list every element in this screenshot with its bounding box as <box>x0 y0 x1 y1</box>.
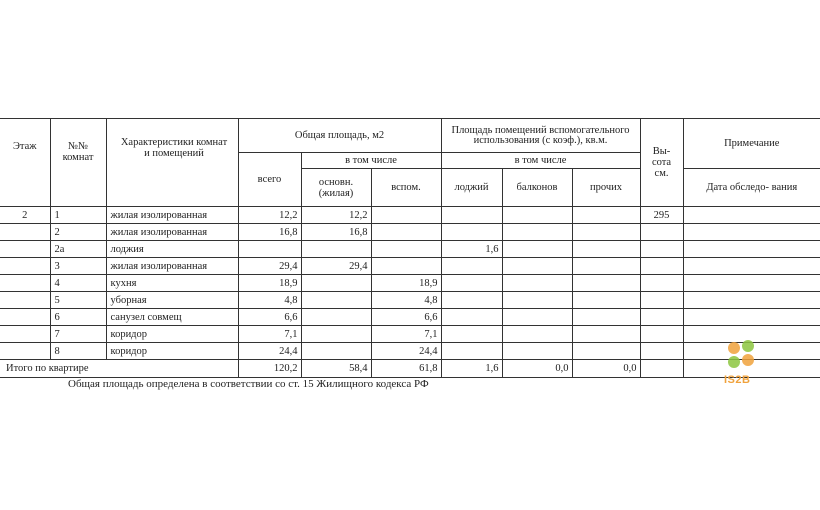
row-total <box>238 241 301 258</box>
row-balcony <box>502 275 572 292</box>
table-row <box>0 207 820 224</box>
row-total: 16,8 <box>238 224 301 241</box>
row-balcony <box>502 224 572 241</box>
row-name: уборная <box>106 292 238 309</box>
footnote: Общая площадь определена в соответствии со ст. 15 Жилищного кодекса РФ <box>68 378 429 390</box>
row-balcony <box>502 207 572 224</box>
table-row <box>0 309 820 326</box>
row-other <box>572 292 640 309</box>
row-main <box>301 275 371 292</box>
row-name: лоджия <box>106 241 238 258</box>
header-note: Примечание <box>683 119 820 169</box>
row-height <box>640 224 683 241</box>
row-name: жилая изолированная <box>106 224 238 241</box>
row-total: 24,4 <box>238 343 301 360</box>
row-balcony <box>502 343 572 360</box>
row-aux <box>371 258 441 275</box>
area-table <box>0 118 820 378</box>
row-height <box>640 292 683 309</box>
row-floor <box>0 275 50 292</box>
row-note <box>683 258 820 275</box>
row-balcony <box>502 326 572 343</box>
totals-balcony: 0,0 <box>502 360 572 378</box>
row-other <box>572 258 640 275</box>
row-other <box>572 207 640 224</box>
row-name: коридор <box>106 343 238 360</box>
header-floor: Этаж <box>0 119 50 207</box>
header-room-no: №№ комнат <box>50 119 106 207</box>
row-floor: 2 <box>0 207 50 224</box>
table-row <box>0 258 820 275</box>
row-room: 5 <box>50 292 106 309</box>
row-floor <box>0 224 50 241</box>
header-incl: в том числе <box>301 153 441 169</box>
totals-row <box>0 360 820 378</box>
row-name: кухня <box>106 275 238 292</box>
row-balcony <box>502 258 572 275</box>
row-floor <box>0 343 50 360</box>
totals-loggia: 1,6 <box>441 360 502 378</box>
header-aux-area: Площадь помещений вспомогательного использования (с коэф.), кв.м. <box>441 119 640 153</box>
row-loggia <box>441 326 502 343</box>
row-aux <box>371 241 441 258</box>
row-room: 2 <box>50 224 106 241</box>
row-main <box>301 309 371 326</box>
row-loggia: 1,6 <box>441 241 502 258</box>
header-characteristics: Характеристики комнат и помещений <box>106 119 238 207</box>
row-main <box>301 241 371 258</box>
row-other <box>572 309 640 326</box>
totals-label: Итого по квартире <box>0 360 238 378</box>
table-row <box>0 224 820 241</box>
row-loggia <box>441 309 502 326</box>
row-aux: 24,4 <box>371 343 441 360</box>
header-others: прочих <box>572 169 640 207</box>
row-height <box>640 258 683 275</box>
row-total: 29,4 <box>238 258 301 275</box>
row-name: жилая изолированная <box>106 258 238 275</box>
row-main <box>301 326 371 343</box>
table-row <box>0 275 820 292</box>
row-height: 295 <box>640 207 683 224</box>
row-total: 12,2 <box>238 207 301 224</box>
row-floor <box>0 292 50 309</box>
row-note <box>683 292 820 309</box>
row-loggia <box>441 343 502 360</box>
row-other <box>572 224 640 241</box>
row-note <box>683 207 820 224</box>
row-balcony <box>502 309 572 326</box>
row-room: 1 <box>50 207 106 224</box>
header-inspection-date: Дата обследо- вания <box>683 169 820 207</box>
row-note <box>683 224 820 241</box>
totals-other: 0,0 <box>572 360 640 378</box>
totals-total: 120,2 <box>238 360 301 378</box>
row-aux <box>371 224 441 241</box>
row-loggia <box>441 207 502 224</box>
row-other <box>572 275 640 292</box>
row-floor <box>0 326 50 343</box>
row-room: 4 <box>50 275 106 292</box>
row-note <box>683 309 820 326</box>
row-height <box>640 326 683 343</box>
row-total: 4,8 <box>238 292 301 309</box>
row-total: 18,9 <box>238 275 301 292</box>
row-total: 6,6 <box>238 309 301 326</box>
row-other <box>572 343 640 360</box>
totals-main: 58,4 <box>301 360 371 378</box>
row-other <box>572 326 640 343</box>
row-room: 6 <box>50 309 106 326</box>
totals-height <box>640 360 683 378</box>
row-loggia <box>441 275 502 292</box>
row-aux: 4,8 <box>371 292 441 309</box>
table-row <box>0 326 820 343</box>
row-floor <box>0 309 50 326</box>
row-name: санузел совмещ <box>106 309 238 326</box>
watermark-text: IS2B <box>724 374 751 386</box>
table-row <box>0 241 820 258</box>
row-height <box>640 343 683 360</box>
table-row <box>0 343 820 360</box>
row-loggia <box>441 258 502 275</box>
row-aux: 7,1 <box>371 326 441 343</box>
row-name: жилая изолированная <box>106 207 238 224</box>
row-note <box>683 241 820 258</box>
header-main: основн. (жилая) <box>301 169 371 207</box>
row-height <box>640 275 683 292</box>
row-room: 3 <box>50 258 106 275</box>
row-floor <box>0 258 50 275</box>
row-loggia <box>441 224 502 241</box>
header-loggias: лоджий <box>441 169 502 207</box>
header-total-all: всего <box>238 153 301 207</box>
totals-aux: 61,8 <box>371 360 441 378</box>
row-other <box>572 241 640 258</box>
row-height <box>640 309 683 326</box>
row-balcony <box>502 241 572 258</box>
row-balcony <box>502 292 572 309</box>
row-height <box>640 241 683 258</box>
row-aux <box>371 207 441 224</box>
row-room: 2а <box>50 241 106 258</box>
row-main: 29,4 <box>301 258 371 275</box>
row-note <box>683 275 820 292</box>
header-balconies: балконов <box>502 169 572 207</box>
header-aux: вспом. <box>371 169 441 207</box>
row-main <box>301 292 371 309</box>
row-aux: 18,9 <box>371 275 441 292</box>
row-room: 8 <box>50 343 106 360</box>
row-floor <box>0 241 50 258</box>
row-main <box>301 343 371 360</box>
row-main: 12,2 <box>301 207 371 224</box>
header-height: Вы- сота см. <box>640 119 683 207</box>
row-main: 16,8 <box>301 224 371 241</box>
row-name: коридор <box>106 326 238 343</box>
row-loggia <box>441 292 502 309</box>
table-row <box>0 292 820 309</box>
header-total-area: Общая площадь, м2 <box>238 119 441 153</box>
row-total: 7,1 <box>238 326 301 343</box>
row-room: 7 <box>50 326 106 343</box>
header-incl-aux: в том числе <box>441 153 640 169</box>
row-aux: 6,6 <box>371 309 441 326</box>
